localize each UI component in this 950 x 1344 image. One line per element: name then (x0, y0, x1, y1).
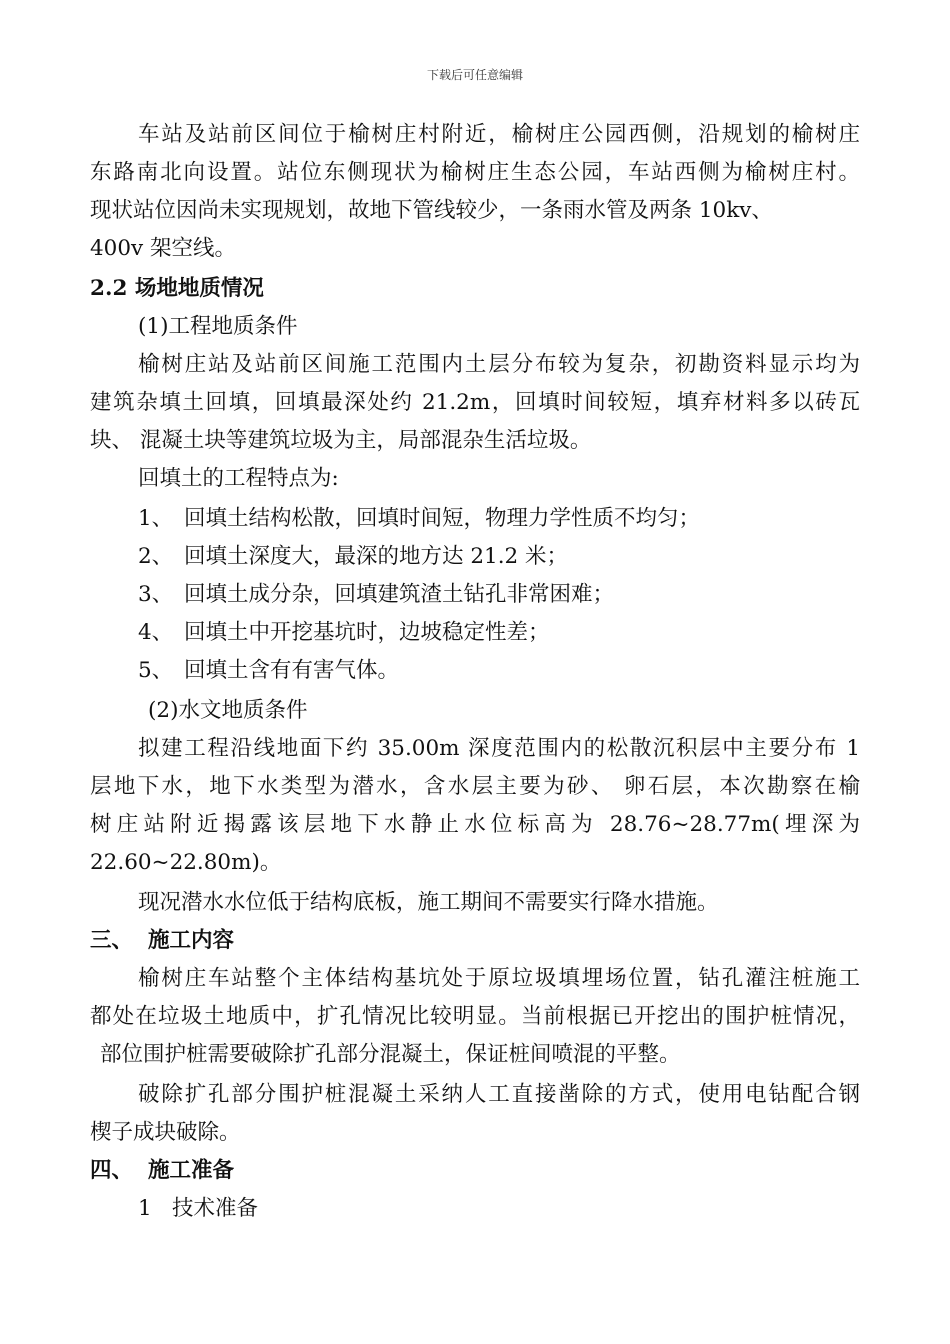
paragraph-line: 层地下水，地下水类型为潜水，含水层主要为砂、 卵石层，本次勘察在榆 (90, 774, 860, 799)
list-text: 回填土含有有害气体。 (184, 658, 400, 683)
paragraph-line: 现状站位因尚未实现规划，故地下管线较少，一条雨水管及两条 10kv、 (90, 198, 773, 223)
list-item (138, 656, 860, 686)
section-number: 三、 (90, 928, 134, 953)
list-item (138, 542, 860, 572)
section-number: 四、 (90, 1158, 134, 1183)
sub-title: 技术准备 (172, 1196, 259, 1221)
paragraph-line: 楔子成块破除。 (90, 1120, 241, 1145)
section-title: 施工内容 (148, 928, 235, 953)
paragraph-line: 建筑杂填土回填，回填最深处约 21.2m，回填时间较短，填弃材料多以砖瓦 (90, 390, 860, 415)
paragraph-line: 车站及站前区间位于榆树庄村附近，榆树庄公园西侧，沿规划的榆树庄 (138, 122, 860, 147)
page-header: 下载后可任意编辑 (426, 68, 523, 82)
subheading-technical-prep (138, 1194, 860, 1224)
subheading-hydrogeology: (2)水文地质条件 (148, 698, 308, 723)
section-heading-2-2: 2.2 场地地质情况 (90, 276, 264, 301)
list-text: 回填土中开挖基坑时，边坡稳定性差； (184, 620, 550, 645)
section-title: 施工准备 (148, 1158, 235, 1183)
paragraph-line: 都处在垃圾土地质中，扩孔情况比较明显。当前根据已开挖出的围护桩情况， (90, 1004, 860, 1029)
paragraph-line: 榆树庄站及站前区间施工范围内土层分布较为复杂，初勘资料显示均为 (138, 352, 860, 377)
list-number: 1、 (138, 506, 174, 531)
paragraph-line: 树庄站附近揭露该层地下水静止水位标高为 28.76~28.77m(埋深为 (90, 812, 860, 837)
list-number: 2、 (138, 544, 174, 569)
paragraph-line: 部位围护桩需要破除扩孔部分混凝土，保证桩间喷混的平整。 (100, 1042, 681, 1067)
list-text: 回填土深度大，最深的地方达 21.2 米； (184, 544, 569, 569)
list-number: 4、 (138, 620, 174, 645)
paragraph-line: 现况潜水水位低于结构底板，施工期间不需要实行降水措施。 (138, 890, 719, 915)
list-text: 回填土成分杂，回填建筑渣土钻孔非常困难； (184, 582, 615, 607)
paragraph-line: 拟建工程沿线地面下约 35.00m 深度范围内的松散沉积层中主要分布 1 (138, 736, 860, 761)
list-item (138, 618, 860, 648)
subheading-engineering-geology: (1)工程地质条件 (138, 314, 298, 339)
list-item (138, 580, 860, 610)
paragraph-line: 块、 混凝土块等建筑垃圾为主，局部混杂生活垃圾。 (90, 428, 592, 453)
paragraph-line: 榆树庄车站整个主体结构基坑处于原垃圾填埋场位置，钻孔灌注桩施工 (138, 966, 860, 991)
section-heading-3 (90, 926, 860, 956)
paragraph-line: 回填土的工程特点为: (138, 466, 339, 491)
list-number: 5、 (138, 658, 174, 683)
sub-number: 1 (138, 1196, 152, 1221)
section-heading-4 (90, 1156, 860, 1186)
list-text: 回填土结构松散，回填时间短，物理力学性质不均匀； (184, 506, 701, 531)
paragraph-line: 400v 架空线。 (90, 236, 237, 261)
list-number: 3、 (138, 582, 174, 607)
list-item (138, 504, 860, 534)
paragraph-line: 22.60~22.80m)。 (90, 850, 282, 875)
paragraph-line: 东路南北向设置。站位东侧现状为榆树庄生态公园，车站西侧为榆树庄村。 (90, 160, 860, 185)
paragraph-line: 破除扩孔部分围护桩混凝土采纳人工直接凿除的方式，使用电钻配合钢 (138, 1082, 860, 1107)
